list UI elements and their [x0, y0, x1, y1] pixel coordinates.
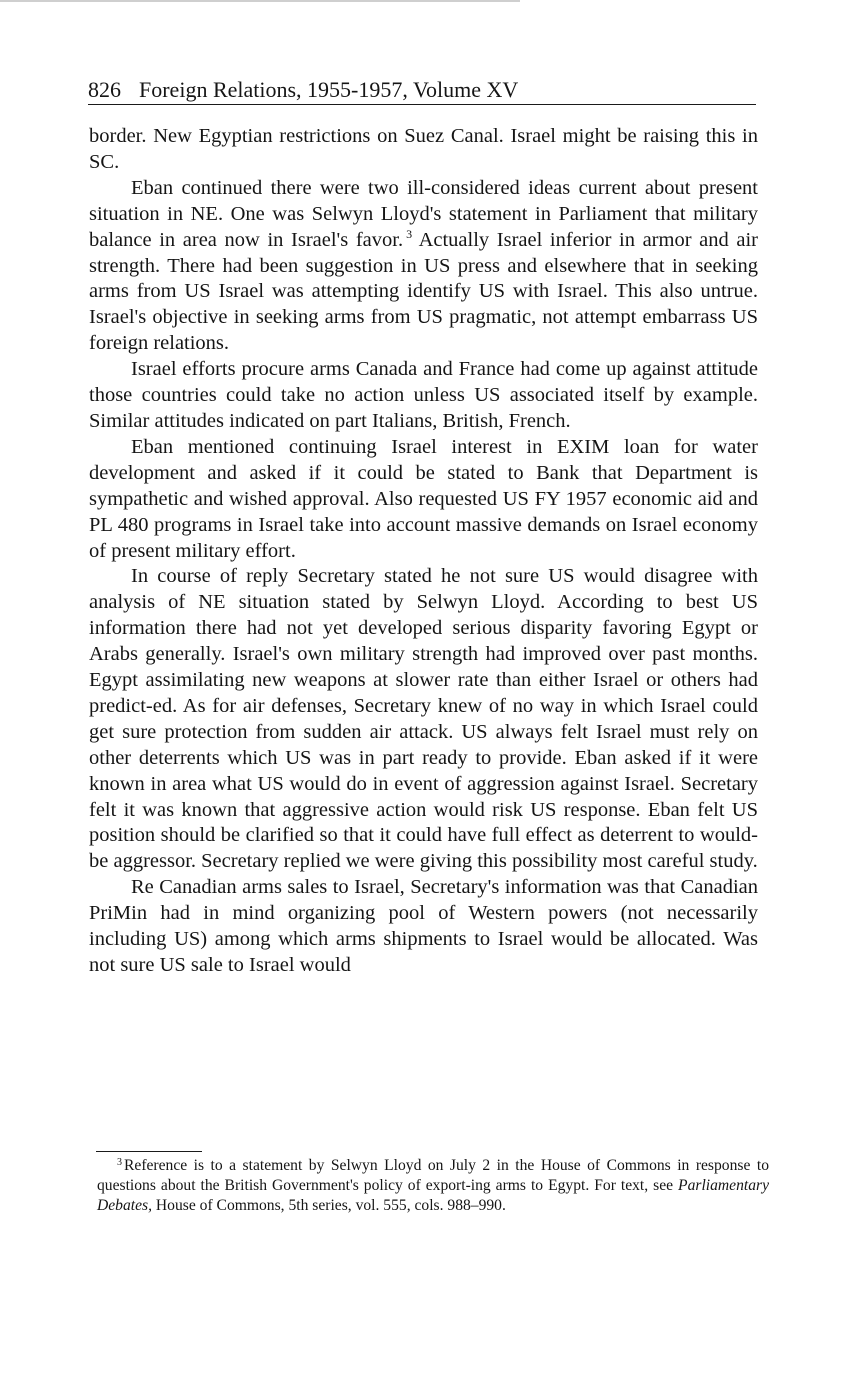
paragraph-4: Eban mentioned continuing Israel interest in EXIM loan for water development and asked if it could be stated to Bank that Department is sympathetic and wished approval. Also requested US FY 1957 economic aid and PL 480 programs in Israel take into account massive demands on Israel economy of present military effort.: [89, 435, 758, 562]
page-number: 826: [88, 77, 121, 102]
paragraph-2: [89, 176, 758, 357]
body-text: [89, 124, 758, 979]
paragraph-2-head: Eban continued there were two ill-considered ideas current about present situation in NE. One was Selwyn Lloyd's statement in Parliament that military balance in area now in Israel's favor.: [89, 176, 758, 251]
footnote-3: [97, 1156, 769, 1217]
footnote-divider: [96, 1151, 202, 1152]
footnote-source-title: Parliamentary Debates,: [97, 1177, 769, 1215]
running-head: [88, 76, 756, 105]
paragraph-1: border. New Egyptian restrictions on Suez Canal. Israel might be raising this in SC.: [89, 125, 758, 173]
scan-edge-line: [0, 0, 520, 2]
footnote: [97, 1156, 769, 1217]
footnote-text-after: House of Commons, 5th series, vol. 555, cols. 988–990.: [155, 1197, 506, 1215]
paragraph-2-tail: Actually Israel inferior in armor and air strength. There had been suggestion in US press and elsewhere that in seeking arms from US Israel was attempting identify US with Israel. This also untrue. Israel's objective in seeking arms from US pragmatic, not attempt embarrass US foreign relations.: [89, 228, 758, 355]
paragraph-3: Israel efforts procure arms Canada and France had come up against attitude those countries could take no action unless US associated itself by example. Similar attitudes indicated on part Italians, British, French.: [89, 358, 758, 432]
footnote-reference[interactable]: 3: [406, 226, 413, 241]
footnote-text-before: Reference is to a statement by Selwyn Lloyd on July 2 in the House of Commons in response to questions about the British Government's policy of export-ing arms to Egypt. For text, see: [97, 1157, 769, 1195]
paragraph-6: Re Canadian arms sales to Israel, Secretary's information was that Canadian PriMin had in mind organizing pool of Western powers (not necessarily including US) among which arms shipments to Israel would be allocated. Was not sure US sale to Israel would: [89, 876, 758, 976]
footnote-marker: 3: [117, 1157, 122, 1168]
paragraph-5: In course of reply Secretary stated he not sure US would disagree with analysis of NE situation stated by Selwyn Lloyd. According to best US information there had not yet developed serious disparity favoring Egypt or Arabs generally. Israel's own military strength had improved over past months. Egypt assimilating new weapons at slower rate than either Israel or others had predict-ed. As for air defenses, Secretary knew of no way in which Israel could get sure protection from sudden air attack. US always felt Israel must rely on other deterrents which US was in part ready to provide. Eban asked if it were known in area what US would do in event of aggression against Israel. Secretary felt it was known that aggressive action would risk US response. Eban felt US position should be clarified so that it could have full effect as deterrent to would-be aggressor. Secretary replied we were giving this possibility most careful study.: [89, 565, 758, 873]
volume-title: Foreign Relations, 1955-1957, Volume XV: [139, 77, 519, 102]
